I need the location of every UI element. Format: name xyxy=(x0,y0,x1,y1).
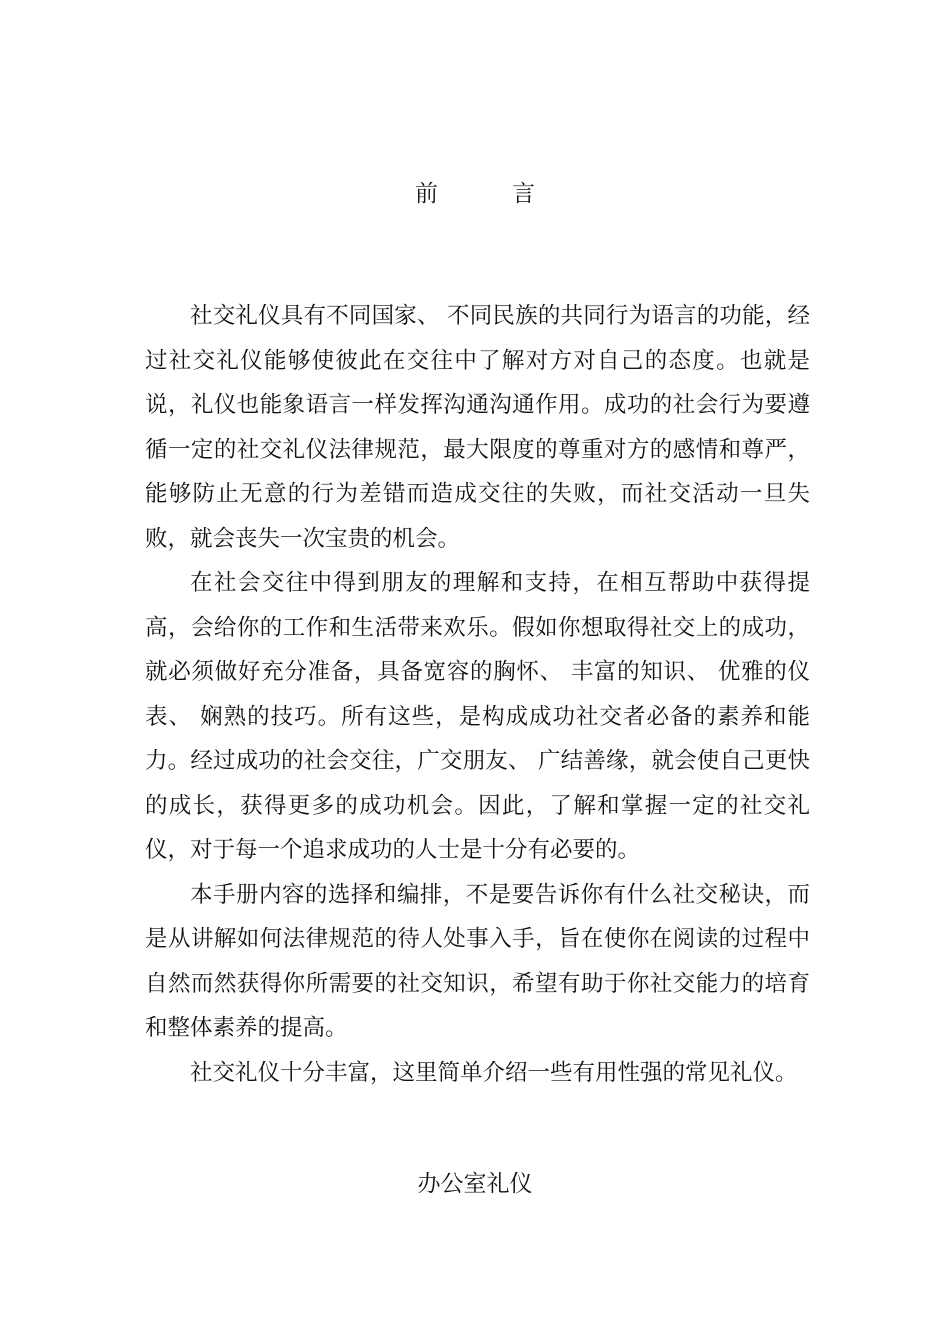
paragraph-3: 本手册内容的选择和编排，不是要告诉你有什么社交秘诀，而是从讲解如何法律规范的待人处事入手，旨在使你在阅读的过程中自然而然获得你所需要的社交知识，希望有助于你社交能力的培育和整体素养的提高。 xyxy=(145,881,810,1041)
paragraph-2: 在社会交往中得到朋友的理解和支持，在相互帮助中获得提高，会给你的工作和生活带来欢乐。假如你想取得社交上的成功，就必须做好充分准备，具备宽容的胸怀、 丰富的知识、 优雅的仪表、 娴熟的技巧。所有这些，是构成成功社交者必备的素养和能力。经过成功的社会交往，广交朋友、 广结善缘，就会使自己更快的成长，获得更多的成功机会。因此，了解和掌握一定的社交礼仪，对于每一个追求成功的人士是十分有必要的。 xyxy=(145,570,810,863)
page-title xyxy=(0,176,950,212)
paragraph-1: 社交礼仪具有不同国家、 不同民族的共同行为语言的功能，经过社交礼仪能够使彼此在交往中了解对方对自己的态度。也就是说，礼仪也能象语言一样发挥沟通沟通作用。成功的社会行为要遵循一定的社交礼仪法律规范，最大限度的尊重对方的感情和尊严，能够防止无意的行为差错而造成交往的失败，而社交活动一旦失败，就会丧失一次宝贵的机会。 xyxy=(145,303,810,552)
section-heading: 办公室礼仪 xyxy=(417,1171,533,1197)
paragraph-4: 社交礼仪十分丰富，这里简单介绍一些有用性强的常见礼仪。 xyxy=(190,1059,798,1086)
body-text xyxy=(145,294,810,1095)
page-title-part-2: 言 xyxy=(512,181,535,207)
page-title-part-1: 前 xyxy=(415,181,438,207)
